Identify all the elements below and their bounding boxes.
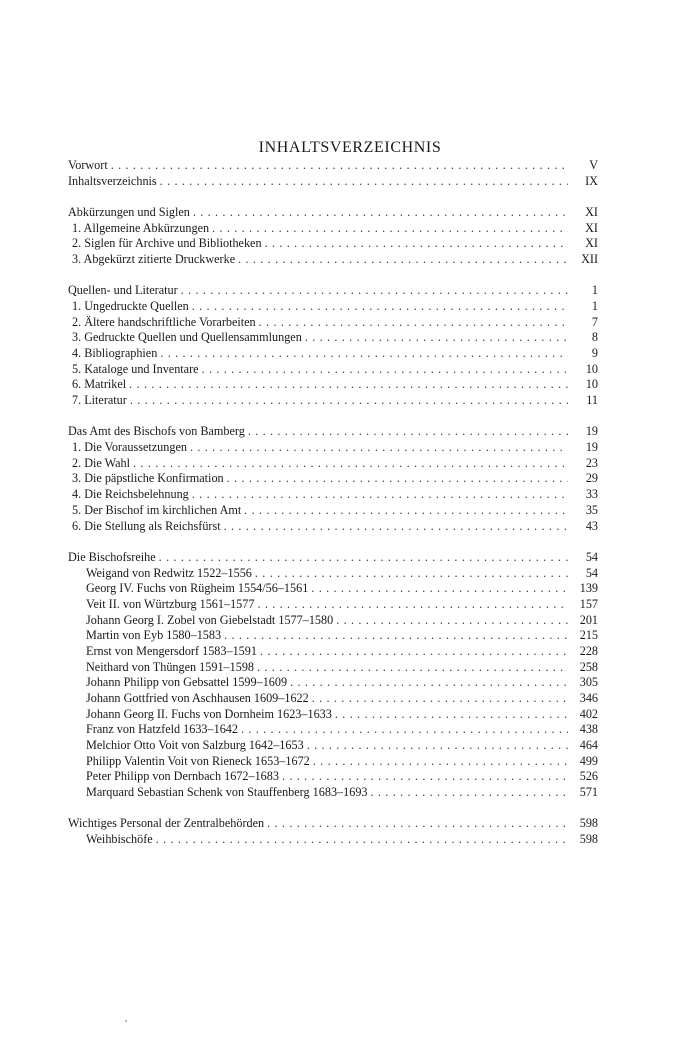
dot-leader	[224, 628, 568, 644]
toc-entry[interactable]	[68, 456, 598, 472]
toc-entry[interactable]	[68, 738, 598, 754]
toc-entry-page-number: 35	[585, 502, 598, 517]
dot-leader	[260, 644, 568, 660]
toc-entry-page-number: XI	[585, 204, 598, 219]
toc-entry[interactable]	[68, 597, 598, 613]
dot-leader	[259, 315, 568, 331]
dot-leader	[160, 174, 568, 190]
toc-entry-page-number: 54	[585, 565, 598, 580]
section-gap	[68, 534, 598, 550]
toc-entry-page-number: V	[589, 158, 598, 172]
toc-entry-label: 5. Der Bischof im kirchlichen Amt	[72, 502, 242, 517]
page-speck	[125, 1020, 127, 1022]
dot-leader	[257, 660, 568, 676]
toc-entry-page-number: 19	[585, 424, 598, 439]
toc-entry-page-number: 1	[591, 283, 598, 298]
toc-entry-label: Quellen- und Literatur	[68, 283, 178, 298]
toc-entry-label: 1. Allgemeine Abkürzungen	[72, 220, 210, 235]
toc-entry-label: Weihbischöfe	[86, 832, 153, 847]
dot-leader	[202, 362, 568, 378]
toc-entry-label: Das Amt des Bischofs von Bamberg	[68, 424, 245, 439]
toc-entry-label: 2. Die Wahl	[72, 455, 131, 470]
toc-entry-label: Philipp Valentin Voit von Rieneck 1653–1672	[86, 753, 310, 768]
toc-entry[interactable]	[68, 221, 598, 237]
toc-entry-label: Weigand von Redwitz 1522–1556	[86, 565, 252, 580]
toc-entry-page-number: 499	[579, 753, 598, 768]
toc-entry-page-number: 438	[579, 722, 598, 737]
toc-entry-label: Ernst von Mengersdorf 1583–1591	[86, 643, 257, 658]
toc-entry-label: Wichtiges Personal der Zentralbehörden	[68, 816, 265, 831]
toc-entry-page-number: 29	[585, 471, 598, 486]
toc-entry[interactable]	[68, 236, 598, 252]
toc-entry-label: Johann Georg II. Fuchs von Dornheim 1623–1633	[86, 706, 332, 721]
toc-entry-page-number: 33	[585, 487, 598, 502]
dot-leader	[212, 221, 568, 237]
toc-entry-page-number: 1	[591, 299, 598, 313]
toc-entry[interactable]	[68, 424, 598, 440]
toc-heading: INHALTSVERZEICHNIS	[258, 139, 442, 156]
toc-entry-page-number: 9	[591, 346, 598, 361]
dot-leader	[241, 722, 568, 738]
toc-entry-label: Peter Philipp von Dernbach 1672–1683	[86, 769, 279, 784]
toc-entry-label: Abkürzungen und Siglen	[68, 204, 190, 219]
toc-entry[interactable]	[68, 691, 598, 707]
dot-leader	[133, 456, 568, 472]
dot-leader	[227, 471, 568, 487]
section-gap	[68, 801, 598, 817]
toc-entry[interactable]	[68, 487, 598, 503]
toc-entry-page-number: 228	[579, 643, 598, 658]
dot-leader	[313, 754, 568, 770]
toc-entry[interactable]	[68, 471, 598, 487]
toc-entry-label: 3. Gedruckte Quellen und Quellensammlungen	[72, 330, 302, 345]
toc-entry[interactable]	[68, 566, 598, 582]
dot-leader	[160, 346, 568, 362]
dot-leader	[290, 675, 568, 691]
dot-leader	[255, 566, 568, 582]
toc-entry-page-number: 258	[579, 659, 598, 674]
dot-leader	[307, 738, 568, 754]
toc-entry[interactable]	[68, 503, 598, 519]
dot-leader	[244, 503, 568, 519]
dot-leader	[371, 785, 568, 801]
toc-entry[interactable]	[68, 722, 598, 738]
toc-entry-label: Veit II. von Würtzburg 1561–1577	[86, 596, 255, 611]
toc-entry-page-number: XI	[585, 236, 598, 251]
toc-entry[interactable]	[68, 581, 598, 597]
toc-entry[interactable]	[68, 174, 598, 190]
toc-entry[interactable]	[68, 205, 598, 221]
toc-entry[interactable]	[68, 660, 598, 676]
toc-entry-label: 4. Bibliographien	[72, 346, 158, 361]
dot-leader	[335, 707, 568, 723]
toc-entry-page-number: 43	[585, 518, 598, 533]
toc-entry[interactable]	[68, 628, 598, 644]
dot-leader	[181, 283, 568, 299]
toc-entry-page-number: 201	[579, 612, 598, 627]
toc-entry[interactable]	[68, 393, 598, 409]
toc-entry-page-number: 157	[579, 596, 598, 611]
toc-entry-label: Martin von Eyb 1580–1583	[86, 628, 222, 643]
toc-entry-label: 3. Abgekürzt zitierte Druckwerke	[72, 252, 236, 267]
toc-entry-page-number: XI	[585, 220, 598, 235]
toc-entry[interactable]	[68, 330, 598, 346]
toc-entry-label: 2. Ältere handschriftliche Vorarbeiten	[72, 314, 256, 329]
toc-entry[interactable]	[68, 519, 598, 535]
toc-entry-label: Neithard von Thüngen 1591–1598	[86, 659, 255, 674]
dot-leader	[312, 691, 568, 707]
toc-entry-page-number: 402	[579, 706, 598, 721]
toc-entry-label: 1. Die Voraussetzungen	[72, 440, 187, 455]
dot-leader	[224, 519, 568, 535]
dot-leader	[190, 440, 568, 456]
toc-entry-label: Vorwort	[68, 158, 108, 172]
toc-entry-label: Franz von Hatzfeld 1633–1642	[86, 722, 238, 737]
toc-entry[interactable]	[68, 299, 598, 315]
dot-leader	[159, 550, 568, 566]
dot-leader	[129, 377, 568, 393]
toc-entry[interactable]	[68, 769, 598, 785]
toc-entry-label: Die Bischofsreihe	[68, 549, 156, 564]
toc-entry[interactable]	[68, 283, 598, 299]
dot-leader	[267, 816, 568, 832]
section-gap	[68, 189, 598, 205]
toc-entry[interactable]	[68, 440, 598, 456]
toc-entry-page-number: 346	[579, 691, 598, 705]
toc-entry-label: 4. Die Reichsbelehnung	[72, 487, 189, 502]
toc-entry-page-number: 10	[585, 377, 598, 392]
dot-leader	[130, 393, 568, 409]
toc-entry-label: Johann Philipp von Gebsattel 1599–1609	[86, 675, 288, 690]
toc-entry-page-number: XII	[581, 252, 598, 267]
toc-entry-label: Georg IV. Fuchs von Rügheim 1554/56–1561	[86, 581, 309, 596]
toc-entry-label: Melchior Otto Voit von Salzburg 1642–1653	[86, 738, 304, 753]
toc-entry-label: 5. Kataloge und Inventare	[72, 361, 199, 376]
dot-leader	[336, 613, 568, 629]
section-gap	[68, 268, 598, 284]
dot-leader	[111, 158, 568, 174]
table-of-contents	[68, 158, 598, 848]
toc-entry-page-number: 571	[579, 785, 598, 800]
toc-entry-label: 2. Siglen für Archive und Bibliotheken	[72, 236, 262, 251]
toc-entry-page-number: 10	[585, 361, 598, 376]
toc-entry-page-number: 526	[579, 769, 598, 784]
toc-entry[interactable]	[68, 675, 598, 691]
toc-entry-page-number: 464	[579, 738, 598, 753]
dot-leader	[305, 330, 568, 346]
toc-entry[interactable]	[68, 346, 598, 362]
toc-entry[interactable]	[68, 644, 598, 660]
dot-leader	[311, 581, 568, 597]
toc-entry[interactable]	[68, 377, 598, 393]
toc-entry-label: 6. Matrikel	[72, 377, 127, 392]
toc-entry-label: 1. Ungedruckte Quellen	[72, 299, 189, 313]
toc-entry-label: 7. Literatur	[72, 393, 127, 408]
dot-leader	[193, 205, 568, 221]
toc-entry[interactable]	[68, 754, 598, 770]
toc-entry-label: Marquard Sebastian Schenk von Stauffenberg 1683–1693	[86, 785, 368, 800]
toc-entry-page-number: 19	[585, 440, 598, 455]
dot-leader	[192, 299, 568, 315]
toc-entry[interactable]	[68, 785, 598, 801]
toc-entry[interactable]	[68, 613, 598, 629]
toc-entry-label: 6. Die Stellung als Reichsfürst	[72, 518, 221, 533]
toc-entry-page-number: 7	[591, 314, 598, 329]
toc-entry[interactable]	[68, 362, 598, 378]
dot-leader	[248, 424, 568, 440]
dot-leader	[238, 252, 568, 268]
toc-entry-label: Johann Georg I. Zobel von Giebelstadt 1577–1580	[86, 612, 334, 627]
toc-entry-page-number: 23	[585, 455, 598, 470]
toc-entry-label: 3. Die päpstliche Konfirmation	[72, 471, 224, 486]
toc-entry[interactable]	[68, 707, 598, 723]
toc-entry-page-number: 11	[586, 393, 598, 408]
dot-leader	[192, 487, 568, 503]
section-gap	[68, 409, 598, 425]
toc-entry-label: Johann Gottfried von Aschhausen 1609–1622	[86, 691, 309, 705]
toc-entry-page-number: 54	[585, 549, 598, 564]
toc-entry[interactable]	[68, 158, 598, 174]
dot-leader	[156, 832, 568, 848]
toc-entry[interactable]	[68, 816, 598, 832]
toc-entry-label: Inhaltsverzeichnis	[68, 173, 157, 188]
toc-entry-page-number: 215	[579, 628, 598, 643]
toc-entry[interactable]	[68, 252, 598, 268]
toc-entry-page-number: IX	[585, 173, 598, 188]
toc-entry[interactable]	[68, 550, 598, 566]
toc-entry-page-number: 598	[579, 816, 598, 831]
dot-leader	[257, 597, 568, 613]
toc-entry-page-number: 8	[591, 330, 598, 345]
dot-leader	[282, 769, 568, 785]
toc-entry-page-number: 139	[579, 581, 598, 596]
toc-entry[interactable]	[68, 832, 598, 848]
toc-entry-page-number: 305	[579, 675, 598, 690]
toc-entry-page-number: 598	[579, 832, 598, 847]
toc-entry[interactable]	[68, 315, 598, 331]
dot-leader	[265, 236, 568, 252]
